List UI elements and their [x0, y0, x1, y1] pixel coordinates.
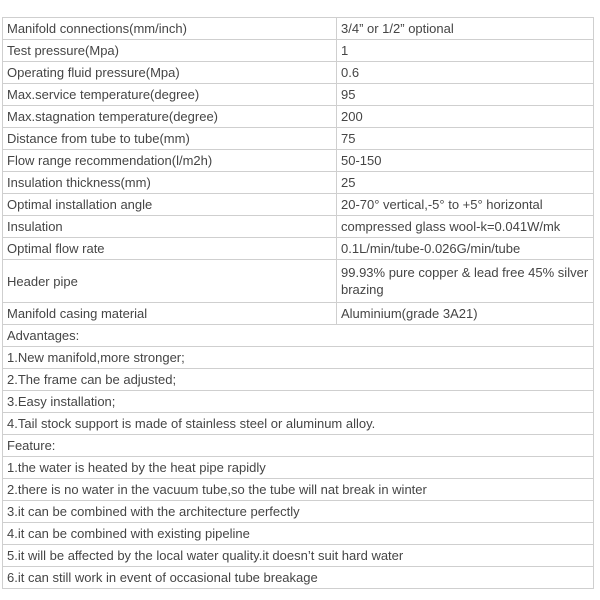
spec-value: 0.1L/min/tube-0.026G/min/tube: [337, 238, 594, 260]
table-row-header-pipe: [3, 260, 594, 303]
feature-item: 5.it will be affected by the local water quality.it doesn’t suit hard water: [3, 545, 594, 567]
spec-value: 1: [337, 40, 594, 62]
spec-label: Test pressure(Mpa): [3, 40, 337, 62]
advantage-item: 2.The frame can be adjusted;: [3, 369, 594, 391]
feature-section-header: Feature:: [3, 435, 594, 457]
table-row: [3, 303, 594, 325]
table-row: [3, 413, 594, 435]
table-row: [3, 369, 594, 391]
table-row: [3, 150, 594, 172]
spec-value: 3/4” or 1/2” optional: [337, 18, 594, 40]
feature-item: 4.it can be combined with existing pipeline: [3, 523, 594, 545]
spec-value: 50-150: [337, 150, 594, 172]
spec-value: 95: [337, 84, 594, 106]
spec-value: 25: [337, 172, 594, 194]
table-row: [3, 128, 594, 150]
spec-label: Insulation: [3, 216, 337, 238]
table-row: [3, 347, 594, 369]
table-row: [3, 194, 594, 216]
spec-value: 75: [337, 128, 594, 150]
spec-value: 99.93% pure copper & lead free 45% silver brazing: [337, 260, 594, 303]
spec-label: Manifold casing material: [3, 303, 337, 325]
table-row: [3, 479, 594, 501]
table-row: [3, 84, 594, 106]
spec-value: 200: [337, 106, 594, 128]
table-row: [3, 325, 594, 347]
table-row: [3, 435, 594, 457]
table-row: [3, 523, 594, 545]
table-row: [3, 40, 594, 62]
table-row: [3, 106, 594, 128]
advantage-item: 3.Easy installation;: [3, 391, 594, 413]
spec-value: 0.6: [337, 62, 594, 84]
advantage-item: 1.New manifold,more stronger;: [3, 347, 594, 369]
feature-item: 1.the water is heated by the heat pipe rapidly: [3, 457, 594, 479]
spec-label: Max.stagnation temperature(degree): [3, 106, 337, 128]
feature-item: 2.there is no water in the vacuum tube,so the tube will nat break in winter: [3, 479, 594, 501]
table-row: [3, 567, 594, 589]
spec-label: Header pipe: [3, 260, 337, 303]
spec-label: Manifold connections(mm/inch): [3, 18, 337, 40]
spec-label: Operating fluid pressure(Mpa): [3, 62, 337, 84]
spec-label: Flow range recommendation(l/m2h): [3, 150, 337, 172]
spec-label: Distance from tube to tube(mm): [3, 128, 337, 150]
table-row: [3, 501, 594, 523]
spec-label: Max.service temperature(degree): [3, 84, 337, 106]
table-row: [3, 545, 594, 567]
spec-value: compressed glass wool-k=0.041W/mk: [337, 216, 594, 238]
advantage-item: 4.Tail stock support is made of stainless steel or aluminum alloy.: [3, 413, 594, 435]
table-row: [3, 391, 594, 413]
spec-label: Insulation thickness(mm): [3, 172, 337, 194]
table-row: [3, 18, 594, 40]
table-row: [3, 238, 594, 260]
feature-item: 6.it can still work in event of occasional tube breakage: [3, 567, 594, 589]
table-row: [3, 172, 594, 194]
table-row: [3, 62, 594, 84]
table-row: [3, 216, 594, 238]
spec-label: Optimal flow rate: [3, 238, 337, 260]
feature-item: 3.it can be combined with the architecture perfectly: [3, 501, 594, 523]
spec-value: Aluminium(grade 3A21): [337, 303, 594, 325]
advantages-section-header: Advantages:: [3, 325, 594, 347]
table-row: [3, 457, 594, 479]
spec-table: [2, 17, 594, 589]
spec-value: 20-70° vertical,-5° to +5° horizontal: [337, 194, 594, 216]
spec-label: Optimal installation angle: [3, 194, 337, 216]
